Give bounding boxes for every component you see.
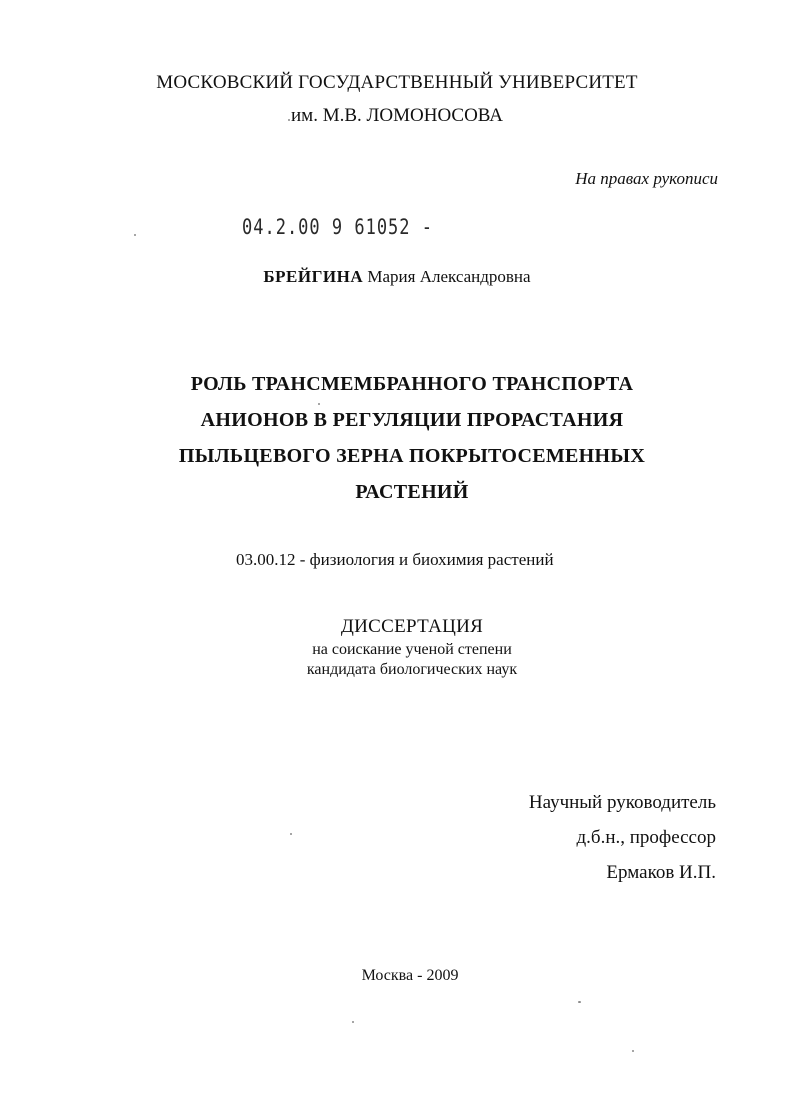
supervisor-block — [529, 785, 716, 890]
author-given-names: Мария Александровна — [367, 267, 531, 286]
title-line: ПЫЛЬЦЕВОГО ЗЕРНА ПОКРЫТОСЕМЕННЫХ — [178, 445, 646, 467]
dissertation-heading: ДИССЕРТАЦИЯ — [340, 616, 484, 637]
scan-speck — [632, 1050, 634, 1052]
registration-stamp: 04.2.00 9 61052 - — [242, 215, 433, 240]
scan-speck — [318, 403, 320, 405]
title-line: РОЛЬ ТРАНСМЕМБРАННОГО ТРАНСПОРТА — [190, 373, 634, 395]
dissertation-title — [90, 366, 734, 510]
dissertation-type-block — [0, 614, 794, 680]
supervisor-degree: д.б.н., профессор — [576, 827, 716, 848]
title-line: РАСТЕНИЙ — [355, 481, 469, 503]
university-honorific: им. М.В. ЛОМОНОСОВА — [291, 105, 503, 126]
scan-speck — [352, 1021, 354, 1023]
degree-name: кандидата биологических наук — [306, 661, 518, 678]
author-name — [0, 267, 794, 287]
specialty-code: 03.00.12 - физиология и биохимия растений — [236, 550, 554, 569]
scan-speck — [578, 1001, 581, 1003]
author-surname: БРЕЙГИНА — [263, 267, 364, 286]
scan-speck — [290, 833, 292, 835]
degree-purpose: на соискание ученой степени — [312, 641, 512, 658]
scan-speck — [288, 119, 290, 121]
scan-speck — [134, 234, 136, 236]
manuscript-rights-note: На правах рукописи — [575, 169, 718, 188]
city-year: Москва - 2009 — [361, 967, 459, 984]
title-line: АНИОНОВ В РЕГУЛЯЦИИ ПРОРАСТАНИЯ — [200, 409, 624, 431]
supervisor-name: Ермаков И.П. — [606, 862, 716, 883]
supervisor-role: Научный руководитель — [528, 792, 716, 813]
university-name: МОСКОВСКИЙ ГОСУДАРСТВЕННЫЙ УНИВЕРСИТЕТ — [156, 72, 638, 93]
